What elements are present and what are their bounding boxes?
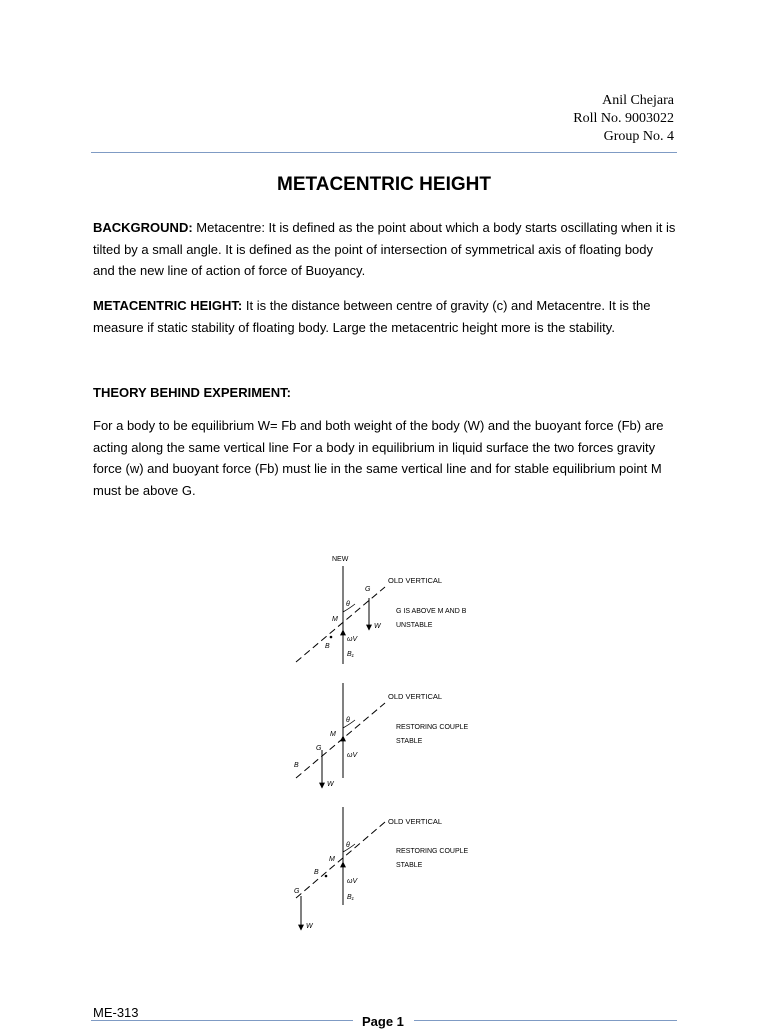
- label-old-vertical: OLD VERTICAL: [388, 692, 443, 701]
- metacentric-height-text: It is the distance between centre of gravity (c) and Metacentre. It is the measure if static stability of floating body. Large the metacentric height more is the stability.: [93, 298, 651, 335]
- background-text: Metacentre: It is defined as the point about which a body starts oscillating when it is tilted by a small angle. It is defined as the point of intersection of symmetrical axis of floating body and the new line of action of force of Buoyancy.: [93, 220, 676, 279]
- old-vertical-line: [296, 587, 385, 662]
- label-m: M: [330, 731, 336, 738]
- label-b: B: [314, 869, 319, 876]
- diagram-stable-1: [294, 683, 469, 788]
- label-b: B: [325, 643, 330, 650]
- point-b: [330, 636, 333, 639]
- label-m: M: [329, 856, 335, 863]
- note-restoring-couple: RESTORING COUPLE: [396, 724, 469, 731]
- note-unstable: UNSTABLE: [396, 622, 433, 629]
- diagram-stable-2: [294, 807, 469, 930]
- label-b: B: [294, 762, 299, 769]
- label-theta: θ: [346, 601, 350, 608]
- old-vertical-line: [296, 703, 385, 778]
- label-w: W: [306, 923, 313, 930]
- footer-rule-right: [414, 1020, 677, 1021]
- label-w: W: [374, 623, 381, 630]
- note-restoring-couple: RESTORING COUPLE: [396, 848, 469, 855]
- old-vertical-line: [296, 822, 385, 898]
- note-g-above: G IS ABOVE M AND B: [396, 608, 467, 615]
- label-theta: θ: [346, 842, 350, 849]
- label-m: M: [332, 616, 338, 623]
- label-new: NEW: [332, 556, 349, 563]
- point-b: [325, 875, 328, 878]
- page-number: Page 1: [362, 1014, 404, 1029]
- diagram-unstable: [296, 556, 467, 664]
- label-wv: ωV: [347, 752, 358, 759]
- roll-number: Roll No. 9003022: [573, 111, 674, 126]
- metacentric-height-label: METACENTRIC HEIGHT:: [93, 298, 243, 313]
- theory-paragraph: For a body to be equilibrium W= Fb and both weight of the body (W) and the buoyant force (Fb) are acting along the same vertical line For a body in equilibrium in liquid surface the two forces gravity force (w) and buoyant force (Fb) must lie in the same vertical line and for stable equilibrium point M must be above G.: [93, 418, 664, 499]
- label-g: G: [365, 586, 371, 593]
- label-b1: B₁: [347, 894, 354, 901]
- label-wv: ωV: [347, 636, 358, 643]
- label-wv: ωV: [347, 878, 358, 885]
- label-w: W: [327, 781, 334, 788]
- label-old-vertical: OLD VERTICAL: [388, 576, 443, 585]
- background-label: BACKGROUND:: [93, 220, 193, 235]
- label-old-vertical: OLD VERTICAL: [388, 817, 443, 826]
- author-name: Anil Chejara: [602, 93, 674, 108]
- label-theta: θ: [346, 717, 350, 724]
- course-code: ME-313: [93, 1005, 139, 1020]
- page-title: METACENTRIC HEIGHT: [277, 174, 491, 195]
- theory-heading: THEORY BEHIND EXPERIMENT:: [93, 385, 291, 400]
- label-g: G: [294, 888, 300, 895]
- note-stable: STABLE: [396, 862, 423, 869]
- label-g: G: [316, 745, 322, 752]
- label-b1: B₁: [347, 651, 354, 658]
- footer-rule-left: [91, 1020, 353, 1021]
- note-stable: STABLE: [396, 738, 423, 745]
- group-number: Group No. 4: [603, 129, 674, 144]
